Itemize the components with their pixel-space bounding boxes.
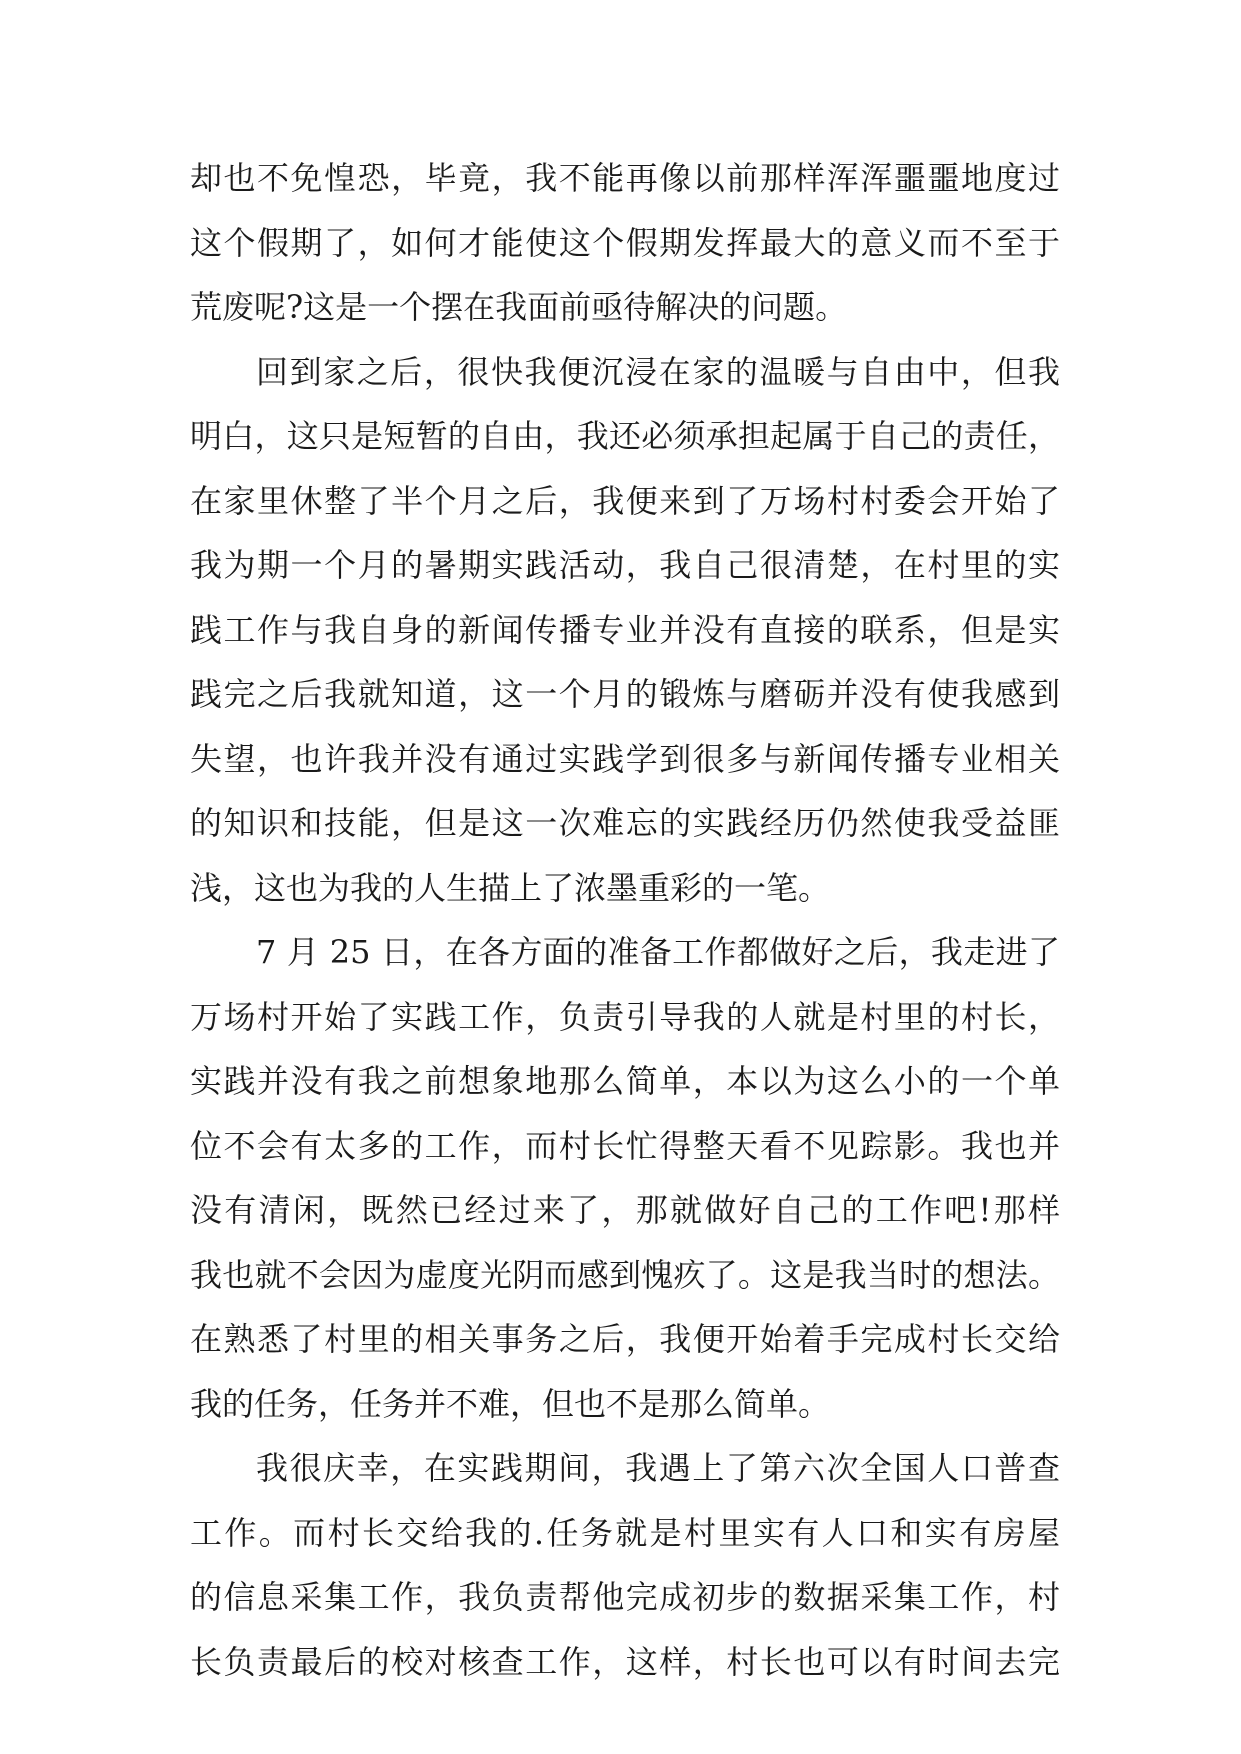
text-line: 工作。而村长交给我的.任务就是村里实有人口和实有房屋 [190,1513,1060,1552]
text-line: 践完之后我就知道，这一个月的锻炼与磨砺并没有使我感到 [190,675,1060,713]
paragraph-first-line: 回到家之后，很快我便沉浸在家的温暖与自由中，但我 [256,352,1060,391]
text-line: 在家里休整了半个月之后，我便来到了万场村村委会开始了 [190,481,1060,520]
text-line: 万场村开始了实践工作，负责引导我的人就是村里的村长， [190,997,1060,1036]
text-line: 明白，这只是短暂的自由，我还必须承担起属于自己的责任， [190,417,1060,455]
text-line: 长负责最后的校对核查工作，这样，村长也可以有时间去完 [190,1642,1060,1681]
text-line: 浅，这也为我的人生描上了浓墨重彩的一笔。 [190,868,831,907]
text-line: 践工作与我自身的新闻传播专业并没有直接的联系，但是实 [190,610,1060,649]
text-line: 我也就不会因为虚度光阴而感到愧疚了。这是我当时的想法。 [190,1255,1060,1294]
text-line: 在熟悉了村里的相关事务之后，我便开始着手完成村长交给 [190,1320,1060,1358]
body-text [190,146,1060,1694]
text-line: 失望，也许我并没有通过实践学到很多与新闻传播专业相关 [190,739,1060,778]
text-line: 这个假期了，如何才能使这个假期发挥最大的意义而不至于 [190,223,1060,262]
text-line: 实践并没有我之前想象地那么简单，本以为这么小的一个单 [190,1062,1060,1100]
text-line: 的知识和技能，但是这一次难忘的实践经历仍然使我受益匪 [190,804,1060,842]
paragraph-first-line: 我很庆幸，在实践期间，我遇上了第六次全国人口普查 [256,1449,1060,1487]
text-line: 我的任务，任务并不难，但也不是那么简单。 [190,1384,831,1423]
paragraph-first-line: 7 月 25 日，在各方面的准备工作都做好之后，我走进了 [256,933,1060,971]
text-line: 位不会有太多的工作，而村长忙得整天看不见踪影。我也并 [190,1126,1060,1165]
text-line: 的信息采集工作，我负责帮他完成初步的数据采集工作，村 [190,1578,1060,1616]
text-line: 却也不免惶恐，毕竟，我不能再像以前那样浑浑噩噩地度过 [190,159,1060,197]
text-line: 荒废呢?这是一个摆在我面前亟待解决的问题。 [190,288,848,326]
text-line: 没有清闲，既然已经过来了，那就做好自己的工作吧!那样 [190,1191,1060,1229]
text-line: 我为期一个月的暑期实践活动，我自己很清楚，在村里的实 [190,546,1060,584]
